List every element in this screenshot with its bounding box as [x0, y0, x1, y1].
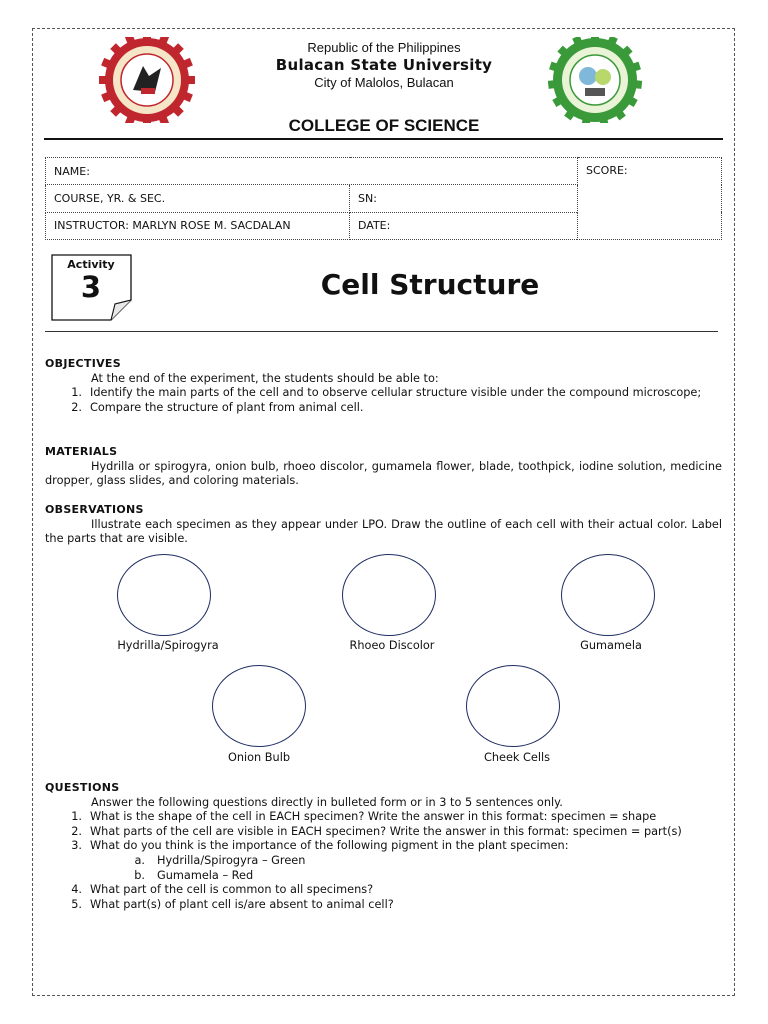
- republic-text: Republic of the Philippines: [307, 40, 461, 55]
- observations-heading: OBSERVATIONS: [45, 503, 144, 516]
- questions-heading: QUESTIONS: [45, 781, 120, 794]
- drawing-circle-hydrilla[interactable]: [117, 554, 211, 636]
- university-name: Bulacan State University: [275, 56, 493, 74]
- activity-badge: [51, 254, 131, 319]
- city-text: City of Malolos, Bulacan: [314, 75, 454, 90]
- materials-heading: MATERIALS: [45, 445, 118, 458]
- date-field[interactable]: DATE:: [350, 212, 578, 239]
- list-item: 2. What parts of the cell are visible in EACH specimen? Write the answer in this format: specimen = part(s): [71, 824, 682, 838]
- observations-section: [45, 503, 722, 547]
- materials-section: [45, 445, 722, 489]
- materials-text: Hydrilla or spirogyra, onion bulb, rhoeo discolor, gumamela flower, blade, toothpick, iodine solution, medicine dropper, glass slides, and coloring materials.: [45, 459, 722, 488]
- activity-number: 3: [80, 270, 102, 304]
- name-field[interactable]: NAME:: [46, 158, 578, 185]
- drawing-circle-cheek[interactable]: [466, 665, 560, 747]
- drawing-circle-onion[interactable]: [212, 665, 306, 747]
- specimen-label: Hydrilla/Spirogyra: [117, 639, 219, 652]
- list-item: 1. Identify the main parts of the cell and to observe cellular structure visible under the compound microscope;: [71, 386, 702, 400]
- specimen-label: Rhoeo Discolor: [349, 639, 435, 652]
- sub-list-item: b. Gumamela – Red: [134, 868, 254, 882]
- specimen-label: Onion Bulb: [227, 751, 291, 764]
- title-underline: [45, 331, 718, 332]
- score-field[interactable]: SCORE:: [578, 158, 722, 240]
- sub-list-item: a. Hydrilla/Spirogyra – Green: [134, 853, 306, 867]
- questions-intro: Answer the following questions directly in bulleted form or in 3 to 5 sentences only.: [91, 795, 563, 809]
- student-info-table: [45, 157, 722, 240]
- drawing-circle-rhoeo[interactable]: [342, 554, 436, 636]
- instructor-field: INSTRUCTOR: MARLYN ROSE M. SACDALAN: [46, 212, 350, 239]
- objectives-intro: At the end of the experiment, the students should be able to:: [91, 371, 439, 385]
- list-item: 5. What part(s) of plant cell is/are absent to animal cell?: [71, 897, 394, 911]
- list-item: 2. Compare the structure of plant from animal cell.: [71, 400, 364, 414]
- specimen-label: Gumamela: [580, 639, 642, 652]
- questions-section: [45, 781, 722, 912]
- objectives-heading: OBJECTIVES: [45, 357, 121, 370]
- course-field[interactable]: COURSE, YR. & SEC.: [46, 185, 350, 212]
- sn-field[interactable]: SN:: [350, 185, 578, 212]
- activity-label: Activity: [67, 258, 115, 271]
- list-item: 4. What part of the cell is common to all specimens?: [71, 883, 374, 897]
- activity-title: Cell Structure: [320, 268, 540, 301]
- university-header: [0, 40, 768, 90]
- observations-text: Illustrate each specimen as they appear under LPO. Draw the outline of each cell with their actual color. Label the parts that are visible.: [45, 517, 722, 546]
- specimen-label: Cheek Cells: [483, 751, 551, 764]
- list-item: 1. What is the shape of the cell in EACH specimen? Write the answer in this format: specimen = shape: [71, 810, 657, 824]
- drawing-circle-gumamela[interactable]: [561, 554, 655, 636]
- list-item: 3. What do you think is the importance of the following pigment in the plant specimen:: [71, 839, 569, 853]
- college-name: COLLEGE OF SCIENCE: [288, 116, 480, 135]
- objectives-section: [45, 357, 722, 415]
- header-rule: [44, 138, 723, 140]
